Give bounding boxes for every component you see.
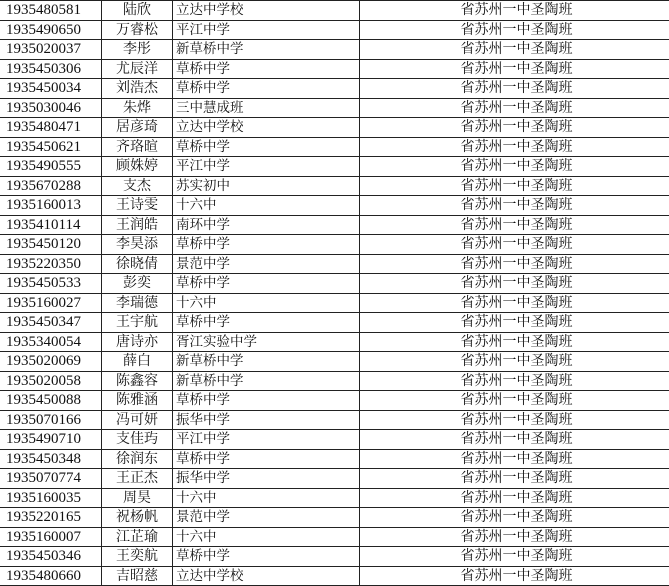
student-name-cell: 薛白 xyxy=(102,352,173,372)
student-name-cell: 唐诗亦 xyxy=(102,332,173,352)
class-cell: 省苏州一中圣陶班 xyxy=(360,352,669,372)
school-cell: 新草桥中学 xyxy=(173,40,360,60)
class-cell: 省苏州一中圣陶班 xyxy=(360,332,669,352)
class-cell: 省苏州一中圣陶班 xyxy=(360,469,669,489)
class-cell: 省苏州一中圣陶班 xyxy=(360,410,669,430)
table-row xyxy=(0,508,669,528)
student-name-cell: 冯可妍 xyxy=(102,410,173,430)
class-cell: 省苏州一中圣陶班 xyxy=(360,20,669,40)
student-id-cell: 1935490650 xyxy=(0,20,102,40)
table-row xyxy=(0,1,669,21)
student-name-cell: 彭奕 xyxy=(102,274,173,294)
student-name-cell: 王正杰 xyxy=(102,469,173,489)
student-id-cell: 1935480660 xyxy=(0,566,102,586)
school-cell: 草桥中学 xyxy=(173,137,360,157)
class-cell: 省苏州一中圣陶班 xyxy=(360,98,669,118)
table-row xyxy=(0,274,669,294)
school-cell: 三中慧成班 xyxy=(173,98,360,118)
student-name-cell: 周昊 xyxy=(102,488,173,508)
student-id-cell: 1935030046 xyxy=(0,98,102,118)
school-cell: 胥江实验中学 xyxy=(173,332,360,352)
table-row xyxy=(0,20,669,40)
school-cell: 草桥中学 xyxy=(173,313,360,333)
student-id-cell: 1935450348 xyxy=(0,449,102,469)
student-id-cell: 1935490555 xyxy=(0,157,102,177)
class-cell: 省苏州一中圣陶班 xyxy=(360,313,669,333)
student-name-cell: 李彤 xyxy=(102,40,173,60)
class-cell: 省苏州一中圣陶班 xyxy=(360,488,669,508)
table-row xyxy=(0,98,669,118)
school-cell: 十六中 xyxy=(173,488,360,508)
class-cell: 省苏州一中圣陶班 xyxy=(360,566,669,586)
class-cell: 省苏州一中圣陶班 xyxy=(360,371,669,391)
student-name-cell: 陈鑫容 xyxy=(102,371,173,391)
table-row xyxy=(0,313,669,333)
student-name-cell: 王诗雯 xyxy=(102,196,173,216)
table-row xyxy=(0,332,669,352)
class-cell: 省苏州一中圣陶班 xyxy=(360,235,669,255)
student-name-cell: 江芷瑜 xyxy=(102,527,173,547)
class-cell: 省苏州一中圣陶班 xyxy=(360,137,669,157)
table-row xyxy=(0,215,669,235)
school-cell: 平江中学 xyxy=(173,430,360,450)
class-cell: 省苏州一中圣陶班 xyxy=(360,430,669,450)
class-cell: 省苏州一中圣陶班 xyxy=(360,449,669,469)
school-cell: 草桥中学 xyxy=(173,79,360,99)
school-cell: 新草桥中学 xyxy=(173,371,360,391)
class-cell: 省苏州一中圣陶班 xyxy=(360,59,669,79)
class-cell: 省苏州一中圣陶班 xyxy=(360,1,669,21)
table-row xyxy=(0,40,669,60)
class-cell: 省苏州一中圣陶班 xyxy=(360,391,669,411)
school-cell: 十六中 xyxy=(173,196,360,216)
class-cell: 省苏州一中圣陶班 xyxy=(360,254,669,274)
student-id-cell: 1935480471 xyxy=(0,118,102,138)
student-name-cell: 陆欣 xyxy=(102,1,173,21)
table-row xyxy=(0,488,669,508)
school-cell: 草桥中学 xyxy=(173,235,360,255)
student-name-cell: 李昊添 xyxy=(102,235,173,255)
school-cell: 振华中学 xyxy=(173,410,360,430)
table-row xyxy=(0,293,669,313)
student-id-cell: 1935490710 xyxy=(0,430,102,450)
class-cell: 省苏州一中圣陶班 xyxy=(360,547,669,567)
class-cell: 省苏州一中圣陶班 xyxy=(360,215,669,235)
table-row xyxy=(0,566,669,586)
student-id-cell: 1935220350 xyxy=(0,254,102,274)
table-row xyxy=(0,157,669,177)
table-row xyxy=(0,547,669,567)
student-id-cell: 1935070774 xyxy=(0,469,102,489)
student-name-cell: 尤辰洋 xyxy=(102,59,173,79)
school-cell: 草桥中学 xyxy=(173,391,360,411)
student-id-cell: 1935670288 xyxy=(0,176,102,196)
class-cell: 省苏州一中圣陶班 xyxy=(360,176,669,196)
student-id-cell: 1935450347 xyxy=(0,313,102,333)
student-id-cell: 1935160007 xyxy=(0,527,102,547)
class-cell: 省苏州一中圣陶班 xyxy=(360,79,669,99)
table-row xyxy=(0,527,669,547)
student-id-cell: 1935450346 xyxy=(0,547,102,567)
school-cell: 立达中学校 xyxy=(173,566,360,586)
student-id-cell: 1935480581 xyxy=(0,1,102,21)
class-cell: 省苏州一中圣陶班 xyxy=(360,118,669,138)
student-id-cell: 1935450034 xyxy=(0,79,102,99)
student-name-cell: 李瑞德 xyxy=(102,293,173,313)
student-name-cell: 支佳玙 xyxy=(102,430,173,450)
school-cell: 十六中 xyxy=(173,527,360,547)
student-id-cell: 1935020058 xyxy=(0,371,102,391)
student-name-cell: 陈雅涵 xyxy=(102,391,173,411)
school-cell: 草桥中学 xyxy=(173,274,360,294)
school-cell: 草桥中学 xyxy=(173,449,360,469)
table-row xyxy=(0,176,669,196)
student-name-cell: 支杰 xyxy=(102,176,173,196)
student-id-cell: 1935340054 xyxy=(0,332,102,352)
class-cell: 省苏州一中圣陶班 xyxy=(360,157,669,177)
student-id-cell: 1935160027 xyxy=(0,293,102,313)
table-row xyxy=(0,59,669,79)
class-cell: 省苏州一中圣陶班 xyxy=(360,527,669,547)
school-cell: 景范中学 xyxy=(173,254,360,274)
student-id-cell: 1935450306 xyxy=(0,59,102,79)
table-row xyxy=(0,430,669,450)
student-id-cell: 1935160013 xyxy=(0,196,102,216)
student-id-cell: 1935450088 xyxy=(0,391,102,411)
school-cell: 十六中 xyxy=(173,293,360,313)
table-row xyxy=(0,391,669,411)
class-cell: 省苏州一中圣陶班 xyxy=(360,508,669,528)
table-row xyxy=(0,196,669,216)
school-cell: 振华中学 xyxy=(173,469,360,489)
student-id-cell: 1935020069 xyxy=(0,352,102,372)
school-cell: 平江中学 xyxy=(173,20,360,40)
student-name-cell: 徐晓倩 xyxy=(102,254,173,274)
student-name-cell: 王宇航 xyxy=(102,313,173,333)
student-name-cell: 刘浩杰 xyxy=(102,79,173,99)
student-id-cell: 1935070166 xyxy=(0,410,102,430)
table-row xyxy=(0,469,669,489)
table-row xyxy=(0,449,669,469)
student-name-cell: 顾姝婷 xyxy=(102,157,173,177)
table-row xyxy=(0,118,669,138)
student-name-cell: 居彦琦 xyxy=(102,118,173,138)
student-name-cell: 万睿松 xyxy=(102,20,173,40)
table-row xyxy=(0,410,669,430)
class-cell: 省苏州一中圣陶班 xyxy=(360,196,669,216)
school-cell: 景范中学 xyxy=(173,508,360,528)
school-cell: 苏实初中 xyxy=(173,176,360,196)
student-name-cell: 王润皓 xyxy=(102,215,173,235)
student-name-cell: 祝杨帆 xyxy=(102,508,173,528)
table-body xyxy=(0,1,669,586)
class-cell: 省苏州一中圣陶班 xyxy=(360,274,669,294)
student-name-cell: 王奕航 xyxy=(102,547,173,567)
student-name-cell: 朱烨 xyxy=(102,98,173,118)
table-row xyxy=(0,235,669,255)
student-name-cell: 齐珞暄 xyxy=(102,137,173,157)
student-id-cell: 1935160035 xyxy=(0,488,102,508)
school-cell: 平江中学 xyxy=(173,157,360,177)
school-cell: 新草桥中学 xyxy=(173,352,360,372)
student-name-cell: 徐润东 xyxy=(102,449,173,469)
student-id-cell: 1935450120 xyxy=(0,235,102,255)
school-cell: 立达中学校 xyxy=(173,1,360,21)
school-cell: 草桥中学 xyxy=(173,547,360,567)
school-cell: 立达中学校 xyxy=(173,118,360,138)
student-id-cell: 1935220165 xyxy=(0,508,102,528)
student-id-cell: 1935410114 xyxy=(0,215,102,235)
student-name-cell: 吉昭慈 xyxy=(102,566,173,586)
class-cell: 省苏州一中圣陶班 xyxy=(360,40,669,60)
class-cell: 省苏州一中圣陶班 xyxy=(360,293,669,313)
table-row xyxy=(0,254,669,274)
student-id-cell: 1935020037 xyxy=(0,40,102,60)
student-id-cell: 1935450621 xyxy=(0,137,102,157)
table-row xyxy=(0,371,669,391)
school-cell: 南环中学 xyxy=(173,215,360,235)
table-row xyxy=(0,137,669,157)
school-cell: 草桥中学 xyxy=(173,59,360,79)
student-id-cell: 1935450533 xyxy=(0,274,102,294)
table-row xyxy=(0,352,669,372)
table-row xyxy=(0,79,669,99)
